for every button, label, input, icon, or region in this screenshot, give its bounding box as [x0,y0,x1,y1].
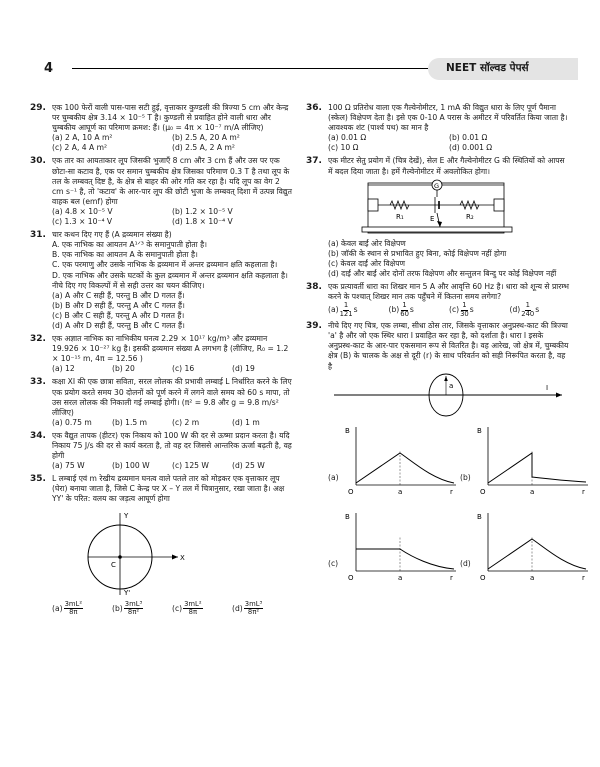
axis-label-r: r [582,573,585,582]
question [30,156,292,227]
graph-label: (b) [460,472,471,482]
question [30,474,292,616]
question-instruction: नीचे दिए गए विकल्पों में से सही उत्तर का चयन कीजिए। [52,280,205,290]
answer-option[interactable]: (a) A और C सही हैं, परन्तु B और D गलत हैं। [52,290,185,300]
galvanometer-label: G [434,181,440,190]
graph-options [328,421,585,589]
answer-option[interactable]: (a) 4.8 × 10⁻⁵ V [52,206,113,216]
question-number: 33. [30,377,46,388]
axis-label-x: X [180,553,185,562]
answer-option[interactable]: (d) 1 m [232,417,260,427]
answer-option[interactable]: (d) A और D सही हैं, परन्तु B और C गलत हैं। [52,320,185,330]
header-rule [72,68,428,69]
question-text: नीचे दिए गए चित्र, एक लम्बा, सीधा ठोस तार, जिसके वृत्ताकार अनुप्रस्थ-काट की त्रिज्या 'a' है और जो एक स्थिर धारा I प्रवाहित कर रहा है, को दर्शाता है। धारा I इसके अनुप्रस्थ-काट के आर-पार एकसमान रूप से वितरित है। वह आरेख, जो क्षेत्र में, चुम्बकीय क्षेत्र (B) के चालक के अक्ष से दूरी (r) के साथ परिवर्तन को सही निरूपित करता है, वह है [328,321,569,371]
b-vs-r-graph [474,421,592,503]
origin-label: O [348,487,354,496]
numerator: 3mL² [64,599,83,608]
axis-label-r: r [582,487,585,496]
option-letter: (b) [112,603,123,613]
statement: D. एक नाभिक और उसके घटकों के कुल द्रव्यमान में अन्तर द्रव्यमान क्षति कहलाता है। [52,270,288,280]
answer-option[interactable]: (d) दाईं और बाईं ओर दोनों तरफ विक्षेपण और सन्तुलन बिन्दु पर कोई विक्षेपण नहीं [328,268,557,278]
axis-label-r: r [450,487,453,496]
denominator: 8π [188,608,198,617]
answer-option[interactable]: (d) 0.001 Ω [449,143,493,153]
question [30,431,292,471]
statement: B. एक नाभिक का आयतन A के समानुपाती होता है। [52,250,198,260]
meter-bridge-diagram [328,177,568,239]
fraction [244,601,263,617]
radius-tick-label: a [398,487,403,496]
radius-label: a [449,381,454,390]
answer-option[interactable]: (c) 125 W [172,461,209,471]
book-title: NEET सॉल्वड पेपर्स [428,58,578,80]
answer-option[interactable]: (b) जॉकी के स्थान से प्रभावित हुए बिना, कोई विक्षेपण नहीं होगा [328,248,507,258]
option-letter: (c) [172,603,183,613]
axis-label-b: B [477,426,482,435]
question-number: 39. [306,321,322,332]
numerator: 1 [462,301,467,310]
question [30,230,292,331]
answer-option[interactable]: (a) 12 [52,364,75,374]
denominator: 8π² [247,608,260,617]
option-letter: (b) [388,305,400,315]
answer-options [328,239,570,279]
question-text: एक 100 फेरों वाली पास-पास सटी हुई, वृत्ताकार कुण्डली की त्रिज्या 5 cm और केन्द्र पर चुम्बकीय क्षेत्र 3.14 × 10⁻⁵ T है। कुण्डली से प्रवाहित होने वाली धारा और चुम्बकीय आघूर्ण का परिमाण क्रमश: हैं। (μ₀ = 4π × 10⁻⁷ m/A लीजिए) [52,103,289,133]
question-text: एक वैद्युत तापक (हीटर) एक निकाय को 100 W की दर से ऊष्मा प्रदान करता है। यदि निकाय 75 J/s की दर से कार्य करता है, तो वह दर जिससे आन्तरिक ऊर्जा बढ़ती है, वह होगी [52,430,292,461]
question [30,377,292,427]
resistor-r2-label: R₂ [466,212,474,221]
denominator: 30 [460,309,469,318]
fraction [400,302,409,318]
answer-option[interactable] [112,601,172,617]
answer-option[interactable]: (c) 10 Ω [328,143,359,153]
numerator: 3mL² [184,599,202,608]
answer-option[interactable] [510,302,571,318]
answer-option[interactable]: (a) 0.75 m [52,417,92,427]
axis-label-y: Y [124,511,129,520]
fraction [124,601,143,617]
axis-label-b: B [345,512,350,521]
answer-options [52,601,292,617]
question-text: चार कथन दिए गए हैं (A द्रव्यमान संख्या है) [52,230,172,240]
numerator: 1 [343,301,349,310]
origin-label: O [480,573,486,582]
answer-options [328,133,570,153]
axis-label-b: B [477,512,482,521]
answer-option[interactable]: (c) केवल दाईं ओर विक्षेपण [328,258,405,268]
statement: C. एक परमाणु और उसके नाभिक के द्रव्यमान में अन्तर द्रव्यमान क्षति कहलाता है। [52,260,278,270]
origin-label: O [480,487,486,496]
question-number: 34. [30,430,46,441]
origin-label: O [348,573,354,582]
answer-option[interactable] [389,302,450,318]
radius-tick-label: a [398,573,403,582]
fraction [64,601,83,617]
answer-option[interactable] [232,601,292,617]
answer-option[interactable]: (b) 20 [112,364,135,374]
answer-option[interactable]: (c) 1.3 × 10⁻⁴ V [52,217,113,227]
denominator: 8π² [127,608,140,617]
question-number: 35. [30,474,46,485]
axis-label-r: r [450,573,453,582]
graph-option[interactable] [328,421,460,503]
unit: s [353,305,358,315]
question [30,103,292,153]
answer-option[interactable]: (a) 2 A, 10 A m² [52,133,113,143]
answer-options [52,364,292,374]
fraction [183,601,202,617]
question [306,321,585,588]
answer-option[interactable]: (b) B और D सही हैं, परन्तु A और C गलत हैं। [52,300,185,310]
numerator: 1 [402,301,407,310]
option-letter: (a) [52,603,63,613]
question [306,156,570,279]
answer-option[interactable]: (b) 1.5 m [112,417,148,427]
graph-option[interactable] [460,507,592,589]
page-number: 4 [44,61,54,76]
graph-option[interactable] [328,507,460,589]
graph-label: (c) [328,558,339,568]
page-header [22,58,578,80]
b-vs-r-graph [342,507,460,589]
denominator: 60 [400,309,409,318]
denominator: 240 [521,309,535,318]
axis-label-b: B [345,426,350,435]
answer-options [52,133,292,153]
question-number: 32. [30,334,46,345]
question-text: एक अज्ञात नाभिक का नाभिकीय घनत्व 2.29 × 10¹⁷ kg/m³ और द्रव्यमान 19.926 × 10⁻²⁷ kg है। इसकी द्रव्यमान संख्या A लगभग है (लीजिए, R₀ = 1.2 × 10⁻¹⁵ m, 4π = 12.56 ) [52,334,289,364]
answer-option[interactable]: (a) 75 W [52,461,85,471]
denominator: 121 [339,309,353,318]
option-letter: (d) [509,305,521,315]
answer-option[interactable] [449,302,510,318]
answer-option[interactable]: (b) 1.2 × 10⁻⁵ V [172,206,233,216]
question-text: एक प्रत्यावर्ती धारा का शिखर मान 5 A और आवृत्ति 60 Hz है। धारा को शून्य से प्रारम्भ करने के पश्चात् शिखर मान तक पहुँचने में कितना समय लगेगा? [328,282,569,302]
answer-option[interactable] [328,302,389,318]
radius-tick-label: a [530,487,535,496]
answer-option[interactable]: (d) 2.5 A, 2 A m² [172,143,235,153]
graph-label: (d) [460,558,471,568]
statement: A. एक नाभिक का आयतन A¹ᐟ³ के समानुपाती होता है। [52,240,208,250]
answer-option[interactable]: (c) 16 [172,364,195,374]
fraction [521,302,534,318]
left-column [30,103,292,620]
resistor-r1-label: R₁ [396,212,404,221]
question-number: 37. [306,156,322,167]
answer-option[interactable] [52,601,112,617]
answer-options [328,302,570,318]
question [306,103,570,153]
answer-option[interactable] [172,601,232,617]
numerator: 3mL³ [244,599,263,608]
numerator: 3mL³ [124,599,143,608]
answer-option[interactable]: (d) 19 [232,364,255,374]
question-number: 38. [306,282,322,293]
option-letter: (a) [328,305,339,315]
fraction [340,302,353,318]
answer-option[interactable]: (c) B और C सही हैं, परन्तु A और D गलत हैं। [52,310,185,320]
b-vs-r-graph [342,421,460,503]
answer-options [52,291,292,331]
question-text: 100 Ω प्रतिरोध वाला एक गैल्वेनोमीटर, 1 mA की विद्युत धारा के लिए पूर्ण पैमाना (स्केल) विक्षेपण देता है। इसे एक 0-10 A परास के अमीटर में परिवर्तित किया जाता है। आवश्यक शंट (पार्श्व पथ) का मान है [328,103,568,133]
answer-options [52,418,292,428]
question-number: 36. [306,103,322,113]
question-text: एक तार का आयताकार लूप जिसकी भुजाएँ 8 cm और 3 cm हैं और उस पर एक छोटा-सा कटाव है, एक पर समान चुम्बकीय क्षेत्र जिसका परिमाण 0.3 T है तथा लूप के तल के लम्बवत् दिष्ट है, के क्षेत्र से बाहर की ओर गति कर रहा है। यदि लूप का वेग 2 cm s⁻¹ है, तो 'कटाव' के आर-पार लूप की छोटी भुजा के लम्बवत् दिशा में उत्पन्न विद्युत वाहक बल (emf) होगा [52,156,293,206]
answer-option[interactable]: (b) 0.01 Ω [449,133,488,143]
question-text: एक मीटर सेतु प्रयोग में (चित्र देखें), सेल E और गैल्वेनोमीटर G की स्थितियों को आपस में बदल दिया जाता है। हमें गैल्वेनोमीटर में अवलोकित होगा। [328,156,565,176]
answer-options [52,207,292,227]
question [306,282,570,318]
answer-option[interactable]: (b) 2.5 A, 20 A m² [172,133,240,143]
unit: s [469,305,474,315]
right-column [306,103,585,592]
question-number: 30. [30,156,46,167]
b-vs-r-graph [474,507,592,589]
answer-option[interactable]: (d) 25 W [232,461,265,471]
answer-options [52,461,292,471]
answer-option[interactable]: (b) 100 W [112,461,150,471]
cell-label: E [430,214,435,223]
question-number: 29. [30,103,46,113]
answer-option[interactable]: (a) 0.01 Ω [328,133,367,143]
radius-tick-label: a [530,573,535,582]
answer-option[interactable]: (c) 2 A, 4 A m² [52,143,108,153]
wire-diagram [328,372,568,418]
denominator: 8π [69,608,78,617]
unit: s [535,305,540,315]
axis-label-y-prime: Y' [124,588,131,597]
answer-option[interactable]: (c) 2 m [172,417,200,427]
current-label: I [546,383,549,392]
answer-option[interactable]: (d) 1.8 × 10⁻⁴ V [172,217,233,227]
answer-option[interactable]: (a) केवल बाईं ओर विक्षेपण [328,238,406,248]
numerator: 1 [525,301,530,310]
question-number: 31. [30,230,46,241]
option-letter: (d) [232,603,243,613]
unit: s [409,305,414,315]
graph-label: (a) [328,472,339,482]
option-letter: (c) [449,305,460,315]
ring-diagram [58,509,188,597]
question-text: कक्षा XI की एक छात्रा सविता, सरल लोलक की प्रभावी लम्बाई L निर्धारित करने के लिए एक प्रयोग करते समय 30 दोलनों को पूर्ण करने में लगने वाले समय को 60 s मापा, तो उस सरल लोलक की निकाली गई लम्बाई होगी। (π² = 9.8 और g = 9.8 m/s² लीजिए) [52,377,292,417]
center-label: C [111,560,116,569]
question-text: L लम्बाई एवं m रेखीय द्रव्यमान घनत्व वाले पतले तार को मोड़कर एक वृत्ताकार लूप (घेरा) बनाया जाता है, जिसे C केन्द्र पर X – Y तल में चित्रानुसार, रखा जाता है। अक्ष YY' के परित: वलय का जड़त्व आघूर्ण होगा [52,474,285,504]
graph-option[interactable] [460,421,592,503]
question [30,334,292,374]
fraction [460,302,469,318]
